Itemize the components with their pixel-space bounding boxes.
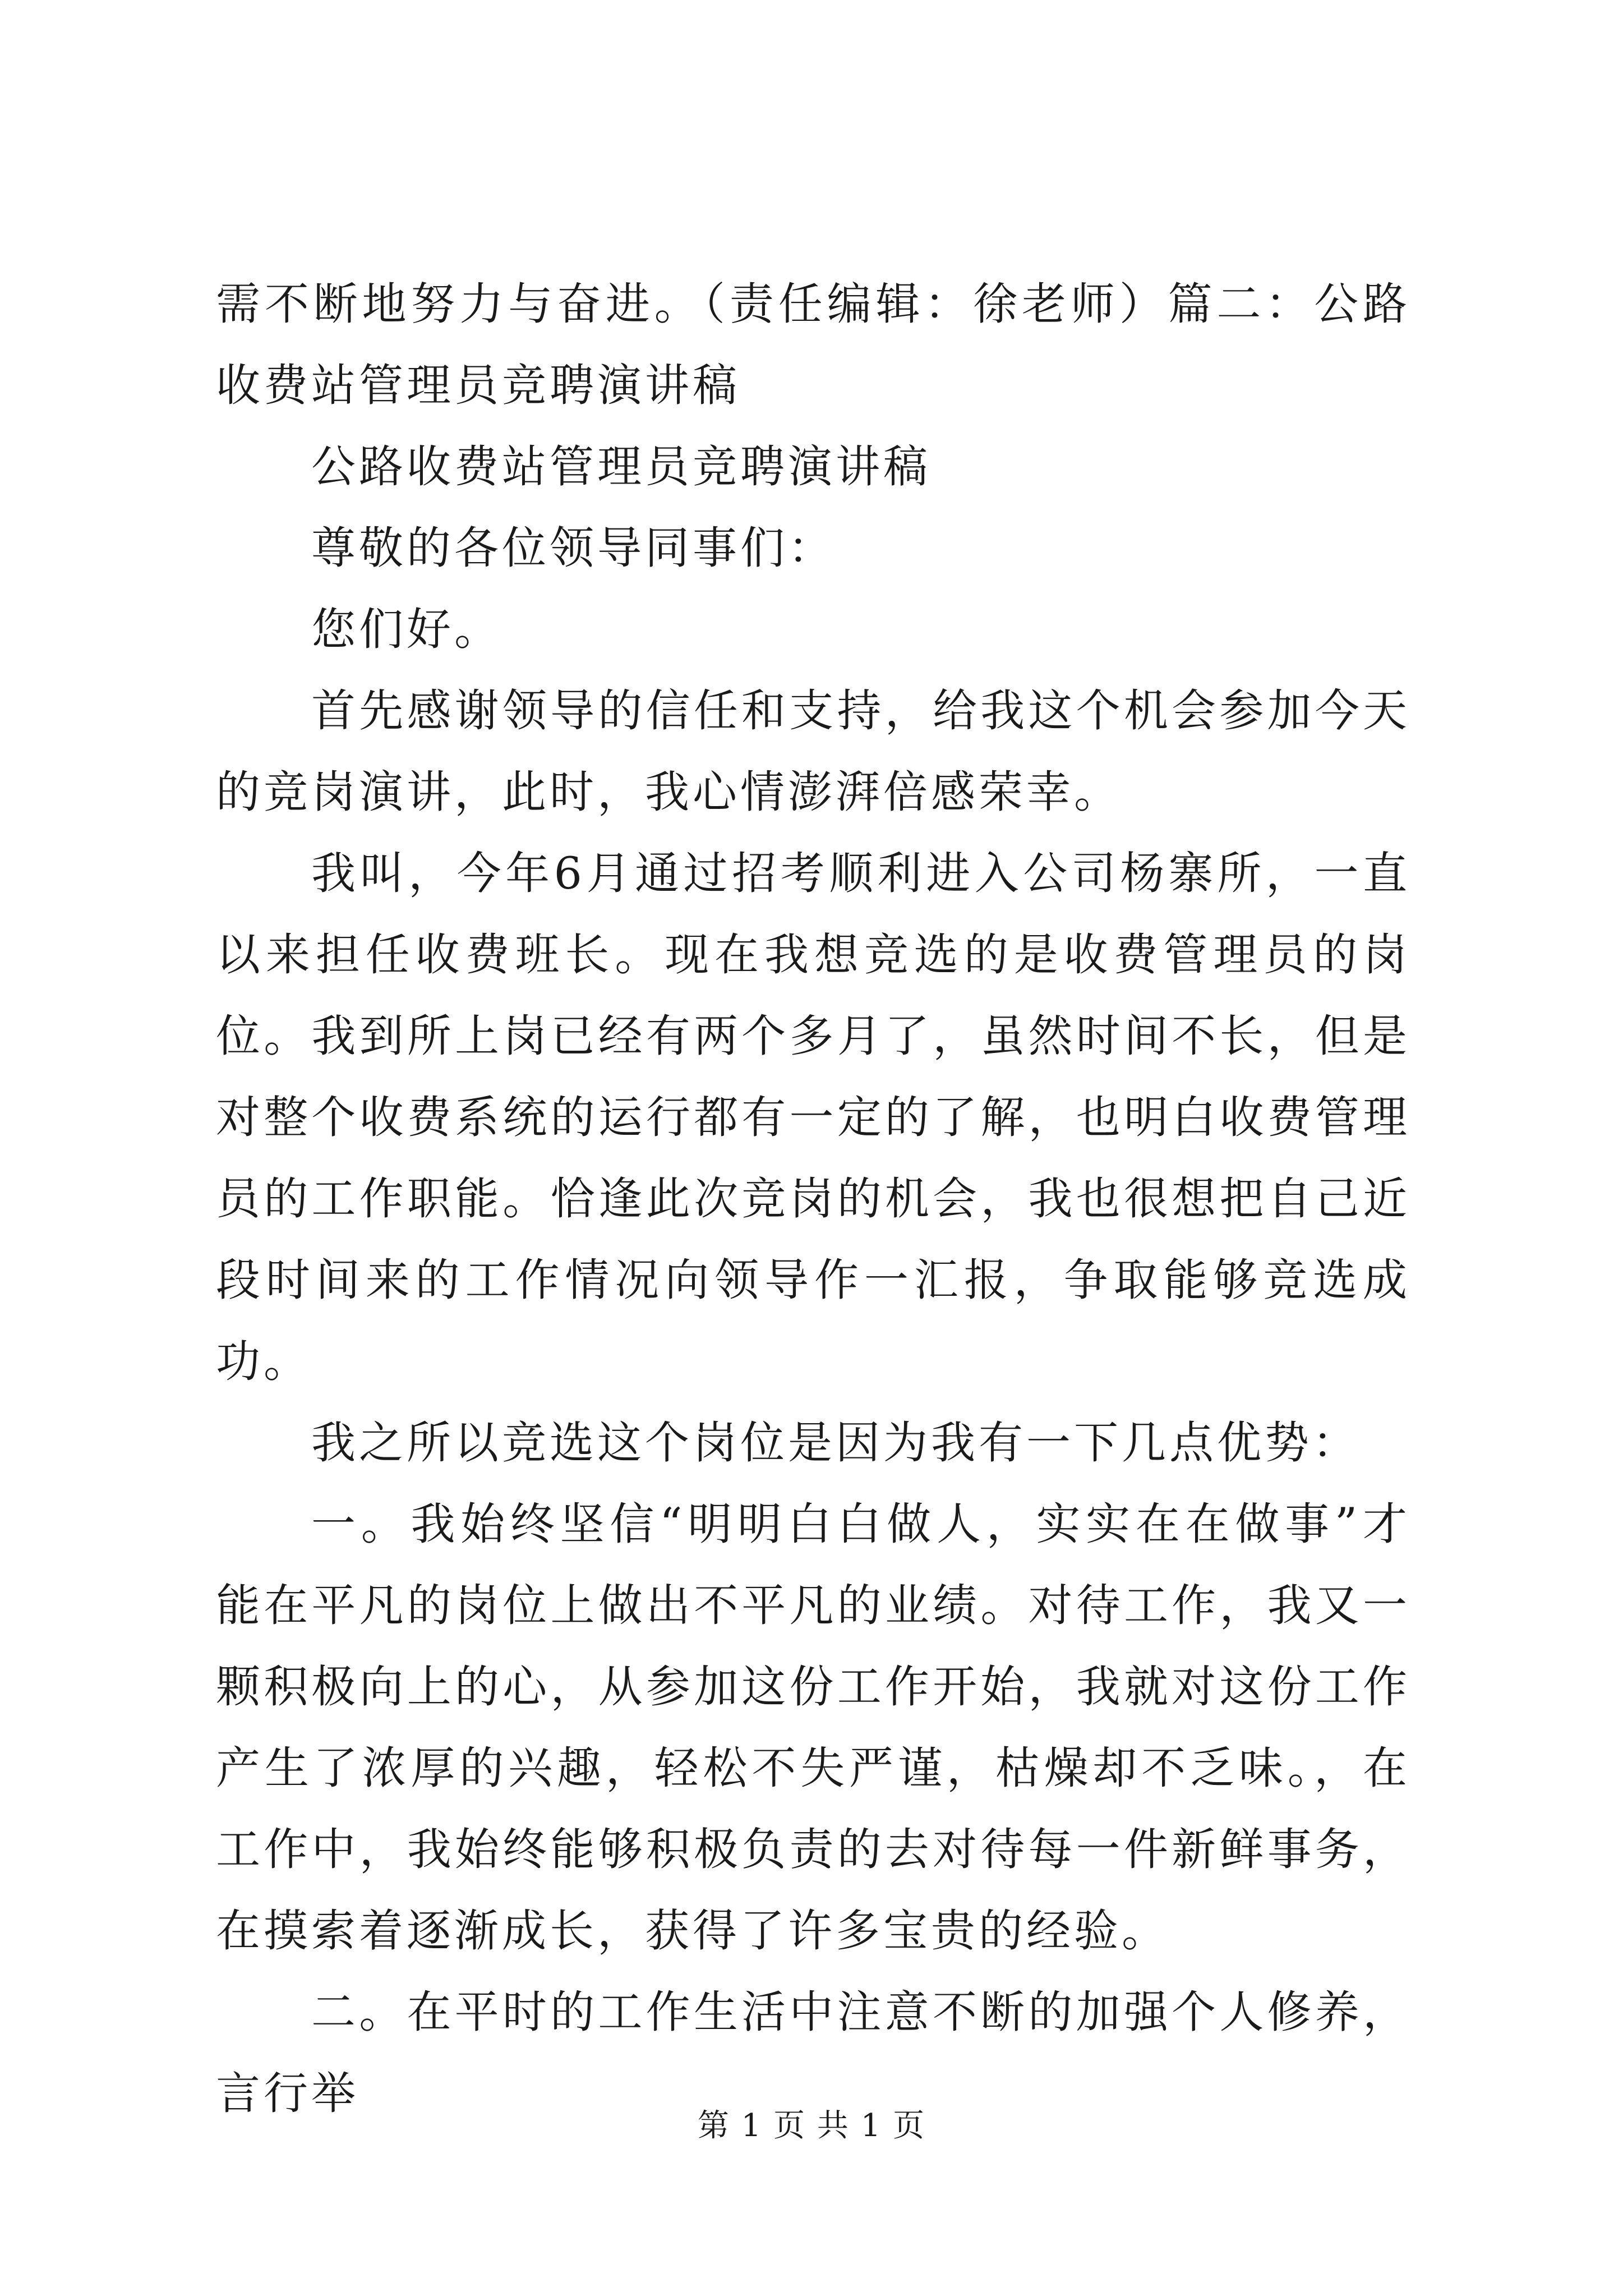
page-footer: 第 1 页 共 1 页 — [697, 2108, 926, 2144]
paragraph-advantages-intro: 我之所以竞选这个岗位是因为我有一下几点优势： — [311, 1417, 1360, 1469]
paragraph-greeting: 您们好。 — [311, 604, 502, 655]
paragraph-introduction: 我叫，今年6月通过招考顺利进入公司杨寨所，一直以来担任收费班长。现在我想竞选的是收费管理员的岗位。我到所上岗已经有两个多月了，虽然时间不长，但是对整个收费系统的运行都有一定的了解，也明白收费管理员的工作职能。恰逢此次竞岗的机会，我也很想把自己近段时间来的工作情况向领导作一汇报，争取能够竞选成功。 — [216, 848, 1410, 1387]
paragraph-advantage-one: 一。我始终坚信“明明白白做人，实实在在做事”才能在平凡的岗位上做出不平凡的业绩。对待工作，我又一颗积极向上的心，从参加这份工作开始，我就对这份工作产生了浓厚的兴趣，轻松不失严谨，枯燥却不乏味。，在工作中，我始终能够积极负责的去对待每一件新鲜事务，在摸索着逐渐成长，获得了许多宝贵的经验。 — [216, 1498, 1410, 1957]
paragraph-continuation: 需不断地努力与奋进。（责任编辑：徐老师）篇二：公路收费站管理员竞聘演讲稿 — [216, 278, 1410, 411]
paragraph-advantage-two: 二。在平时的工作生活中注意不断的加强个人修养，言行举 — [216, 1986, 1410, 2119]
paragraph-thanks: 首先感谢领导的信任和支持，给我这个机会参加今天的竞岗演讲，此时，我心情澎湃倍感荣幸。 — [216, 685, 1410, 818]
paragraph-salutation: 尊敬的各位领导同事们： — [311, 522, 836, 574]
paragraph-title: 公路收费站管理员竞聘演讲稿 — [311, 441, 931, 493]
document-body — [216, 264, 1410, 2134]
